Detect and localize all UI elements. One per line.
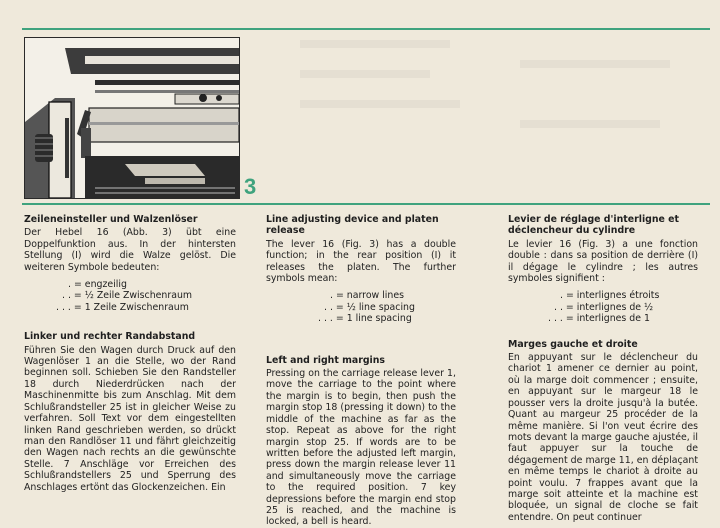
symbol-list xyxy=(24,279,236,313)
symbol-list xyxy=(266,290,456,324)
heading-margins: Marges gauche et droite xyxy=(508,338,638,350)
paragraph-margins: Führen Sie den Wagen durch Druck auf den Wagenlöser 1 an die Stelle, wo der Rand beginnen soll. Schieben Sie den Randsteller 18 durch Niederdrücken nach der Maschinenmitte bis zum Anschlag. Mit dem Schlußrandsteller 25 ist in gleicher Weise zu verfahren. Soll Text vor dem eingestellten linken Rand geschrieben werden, so drückt man den Randlöser 11 und fährt gleichzeitig den Wagen nach rechts an die gewünschte Stelle. 7 Anschläge vor Erreichen des Schlußrandstellers 25 und Sperrung des Anschlages ertönt das Glockenzeichen. Ein xyxy=(24,344,236,493)
column-french xyxy=(508,214,698,523)
heading-margins: Linker und rechter Randabstand xyxy=(24,331,196,343)
heading-margins: Left and right margins xyxy=(266,354,385,366)
typewriter-drawing xyxy=(25,38,239,198)
symbol-item: . . . = 1 Zeile Zwischenraum xyxy=(56,301,189,313)
top-rule xyxy=(22,28,710,30)
symbol-list xyxy=(508,290,698,324)
symbol-item: . . . = 1 line spacing xyxy=(318,313,412,325)
paragraph-margins: En appuyant sur le déclencheur du chariot 1 amener ce dernier au point, où la marge doit commencer ; ensuite, en appuyant sur le margeur 18 le pousser vers la droite jusqu'à la butée. Quant au margeur 25 procéder de la même manière. Si l'on veut écrire des mots devant la marge gauche ajustée, il faut appuyer sur la touche de dégagement de marge 11, en déplaçant en même temps le chariot à droite au point voulu. 7 frappes avant que la marge soit atteinte et la machine est bloquée, un signal de cloche se fait entendre. On peut continuer xyxy=(508,352,698,523)
bleed-through xyxy=(300,100,460,108)
symbol-item: . . = ½ Zeile Zwischenraum xyxy=(62,290,193,302)
symbol-item: . . = ½ line spacing xyxy=(324,301,415,313)
column-german xyxy=(24,214,236,493)
heading-line-adjust: Levier de réglage d'interligne et déclencheur du cylindre xyxy=(508,214,680,237)
symbol-item: . . = interlignes de ½ xyxy=(554,301,654,313)
symbol-item: . = narrow lines xyxy=(330,290,405,302)
typewriter-illustration xyxy=(24,37,240,199)
paragraph-line-adjust: Der Hebel 16 (Abb. 3) übt eine Doppelfunktion aus. In der hintersten Stellung (I) wird die Walze gelöst. Die weiteren Symbole bedeuten: xyxy=(24,227,236,273)
paragraph-line-adjust: Le levier 16 (Fig. 3) a une fonction double : dans sa position de derrière (I) il dégage le cylindre ; les autres symboles signifient : xyxy=(508,238,698,285)
symbol-item: . . . = interlignes de 1 xyxy=(548,313,650,325)
bleed-through xyxy=(300,70,430,78)
figure-number: 3 xyxy=(244,174,257,199)
symbol-item: . = interlignes étroits xyxy=(560,290,660,302)
heading-line-adjust: Line adjusting device and platen release xyxy=(266,214,439,237)
section-rule xyxy=(22,203,710,205)
column-english xyxy=(266,214,456,528)
paragraph-line-adjust: The lever 16 (Fig. 3) has a double function; in the rear position (I) it releases the platen. The further symbols mean: xyxy=(266,238,456,285)
symbol-item: . = engzeilig xyxy=(68,279,127,291)
bleed-through xyxy=(300,40,450,48)
heading-line-adjust: Zeileneinsteller und Walzenlöser xyxy=(24,214,198,225)
paragraph-margins: Pressing on the carriage release lever 1, move the carriage to the point where the margin is to begin, then push the margin stop 18 (pressing it down) to the middle of the machine as far as the stop. Repeat as above for the right margin stop 25. If words are to be written before the adjusted left margin, press down the margin release lever 11 and simultaneously move the carriage to the required position. 7 key depressions before the margin end stop 25 is reached, and the machine is locked, a bell is heard. xyxy=(266,368,456,528)
bleed-through xyxy=(520,120,660,128)
bleed-through xyxy=(520,60,670,68)
